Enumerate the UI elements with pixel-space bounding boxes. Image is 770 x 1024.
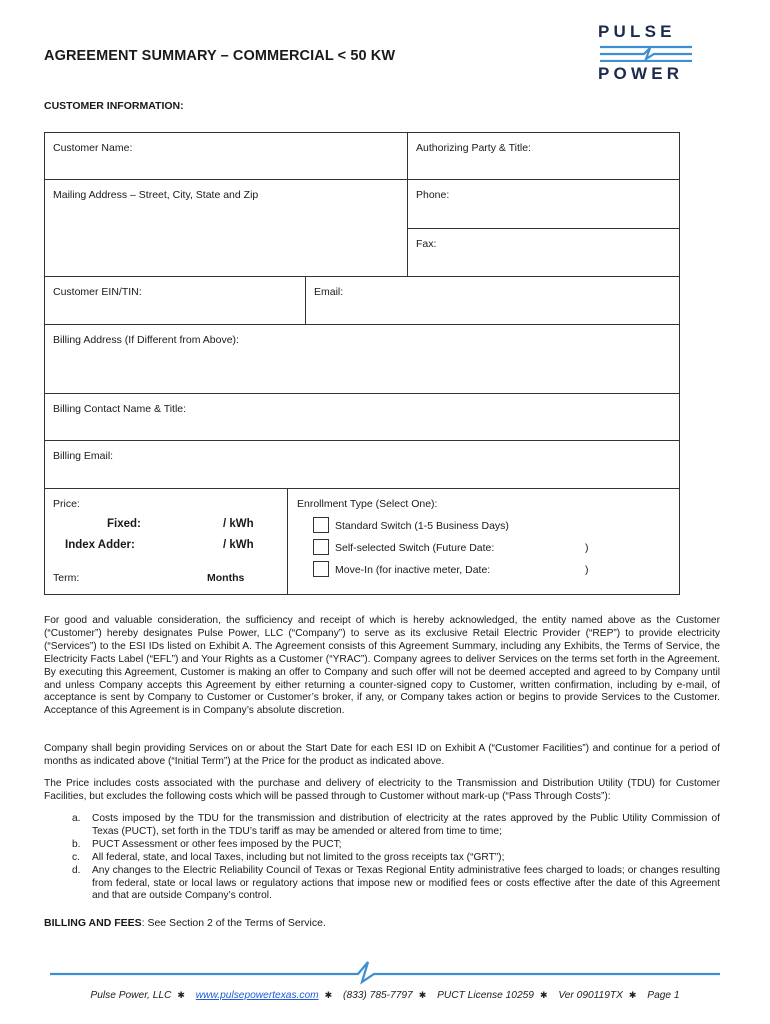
authorizing-party-field[interactable] <box>407 132 680 180</box>
index-adder-label: Index Adder: <box>65 539 135 551</box>
move-in-label: Move-In (for inactive meter, Date: <box>335 564 491 576</box>
star-icon: ✱ <box>324 990 333 1000</box>
enrollment-type-label: Enrollment Type (Select One): <box>297 498 438 510</box>
list-marker: d. <box>72 864 81 876</box>
fax-field[interactable] <box>407 228 680 277</box>
list-item <box>72 852 720 865</box>
email-field[interactable] <box>305 276 680 325</box>
footer-pulse-line-icon <box>50 958 720 986</box>
standard-switch-checkbox[interactable] <box>313 517 329 533</box>
self-selected-switch-checkbox[interactable] <box>313 539 329 555</box>
customer-information-form <box>44 132 680 595</box>
page-footer <box>0 990 770 1001</box>
logo-pulse-lines-icon <box>598 44 696 62</box>
list-item <box>72 813 720 839</box>
list-marker: b. <box>72 838 81 850</box>
billing-contact-label: Billing Contact Name & Title: <box>53 403 187 415</box>
page-title: AGREEMENT SUMMARY – COMMERCIAL < 50 KW <box>44 48 396 64</box>
customer-information-heading: CUSTOMER INFORMATION: <box>44 100 184 112</box>
fixed-price-label: Fixed: <box>107 518 141 530</box>
customer-ein-label: Customer EIN/TIN: <box>53 286 142 298</box>
fax-label: Fax: <box>416 238 437 250</box>
customer-name-label: Customer Name: <box>53 142 133 154</box>
list-item <box>72 865 720 904</box>
email-label: Email: <box>314 286 344 298</box>
term-label: Term: <box>53 572 80 584</box>
move-in-checkbox[interactable] <box>313 561 329 577</box>
billing-email-label: Billing Email: <box>53 450 114 462</box>
agreement-paragraph-3: The Price includes costs associated with the purchase and delivery of electricity to the Transmission and Distribution Utility (TDU) for Customer Facilities, but excludes the following costs which will be passed through to Customer without mark-up (“Pass Through Costs”): <box>44 778 720 802</box>
term-months-label: Months <box>207 572 245 584</box>
billing-address-label: Billing Address (If Different from Above): <box>53 334 239 346</box>
billing-contact-field[interactable] <box>44 393 680 441</box>
phone-field[interactable] <box>407 179 680 229</box>
mailing-address-field[interactable] <box>44 179 408 277</box>
customer-name-field[interactable] <box>44 132 408 180</box>
footer-website-link[interactable]: www.pulsepowertexas.com <box>195 990 319 1001</box>
footer-page-number: Page 1 <box>647 990 680 1001</box>
billing-and-fees-text: : See Section 2 of the Terms of Service. <box>141 917 326 929</box>
footer-version: Ver 090119TX <box>558 990 623 1001</box>
logo-word-pulse: PULSE <box>598 22 676 41</box>
list-item-text: PUCT Assessment or other fees imposed by the PUCT; <box>92 838 342 850</box>
move-in-date-close: ) <box>585 564 589 576</box>
standard-switch-label: Standard Switch (1-5 Business Days) <box>335 520 509 532</box>
footer-company: Pulse Power, LLC <box>90 990 172 1001</box>
star-icon: ✱ <box>177 990 185 1000</box>
index-adder-unit: / kWh <box>223 539 254 551</box>
fixed-price-unit: / kWh <box>223 518 254 530</box>
list-item-text: All federal, state, and local Taxes, including but not limited to the gross receipts tax (“GRT”); <box>92 851 505 863</box>
pass-through-costs-list <box>72 813 720 903</box>
list-marker: a. <box>72 813 81 824</box>
agreement-paragraph-1: For good and valuable consideration, the sufficiency and receipt of which is hereby acknowledged, the entity named above as the Customer (“Customer”) hereby designates Pulse Power, LLC (“Company”) to serve as its exclusive Retail Electric Provider (“REP”) to provide electricity (“Services”) to the ESI IDs listed on Exhibit A. The Agreement consists of this Agreement Summary, including any Exhibits, the Terms of Service, the Electricity Facts Label (“EFL”) and Your Rights as a Customer (“YRAC”). Company agrees to deliver Services on the terms set forth in the Agreement. By executing this Agreement, Customer is making an offer to Company and such offer will not be deemed accepted and agreed to by Company until and unless Company accepts this Agreement by either returning a counter-signed copy to Customer, written confirmation, including by e-mail, of acceptance is sent by Company to Customer or Customer’s broker, if any, or Company takes action or begins to provide Services to the Customer. Acceptance of this Agreement is in Company’s absolute discretion. <box>44 615 720 717</box>
footer-license: PUCT License 10259 <box>437 990 534 1001</box>
star-icon: ✱ <box>628 990 637 1000</box>
authorizing-party-label: Authorizing Party & Title: <box>416 142 531 154</box>
star-icon: ✱ <box>539 990 548 1000</box>
billing-and-fees-note <box>44 917 326 929</box>
self-selected-date-close: ) <box>585 542 589 554</box>
mailing-address-label: Mailing Address – Street, City, State and Zip <box>53 189 259 201</box>
phone-label: Phone: <box>416 189 450 201</box>
list-item-text: Any changes to the Electric Reliability Council of Texas or Texas Regional Entity administrative fees charged to loads; or changes resulting from federal, state or local laws or regulatory actions that impose new or modified fees or costs effective after the date of this Agreement and that are outside Company’s control. <box>92 864 720 902</box>
pulse-power-logo <box>598 22 696 84</box>
price-label: Price: <box>53 498 80 510</box>
agreement-paragraph-2: Company shall begin providing Services on or about the Start Date for each ESI ID on Exhibit A (“Customer Facilities”) and continue for a period of months as indicated above (“Initial Term”) at the Price for the product as indicated above. <box>44 743 720 767</box>
list-marker: c. <box>72 851 80 863</box>
star-icon: ✱ <box>418 990 427 1000</box>
self-selected-switch-label: Self-selected Switch (Future Date: <box>335 542 495 554</box>
billing-and-fees-heading: BILLING AND FEES <box>44 917 142 929</box>
billing-email-field[interactable] <box>44 440 680 489</box>
customer-ein-field[interactable] <box>44 276 306 325</box>
list-item-text: Costs imposed by the TDU for the transmission and distribution of electricity at the rates approved by the Public Utility Commission of Texas (PUCT), set forth in the TDU’s tariff as may be amended or altered from time to time; <box>92 813 720 837</box>
list-item <box>72 839 720 852</box>
billing-address-field[interactable] <box>44 324 680 394</box>
footer-phone: (833) 785-7797 <box>343 990 413 1001</box>
logo-word-power: POWER <box>598 64 684 83</box>
